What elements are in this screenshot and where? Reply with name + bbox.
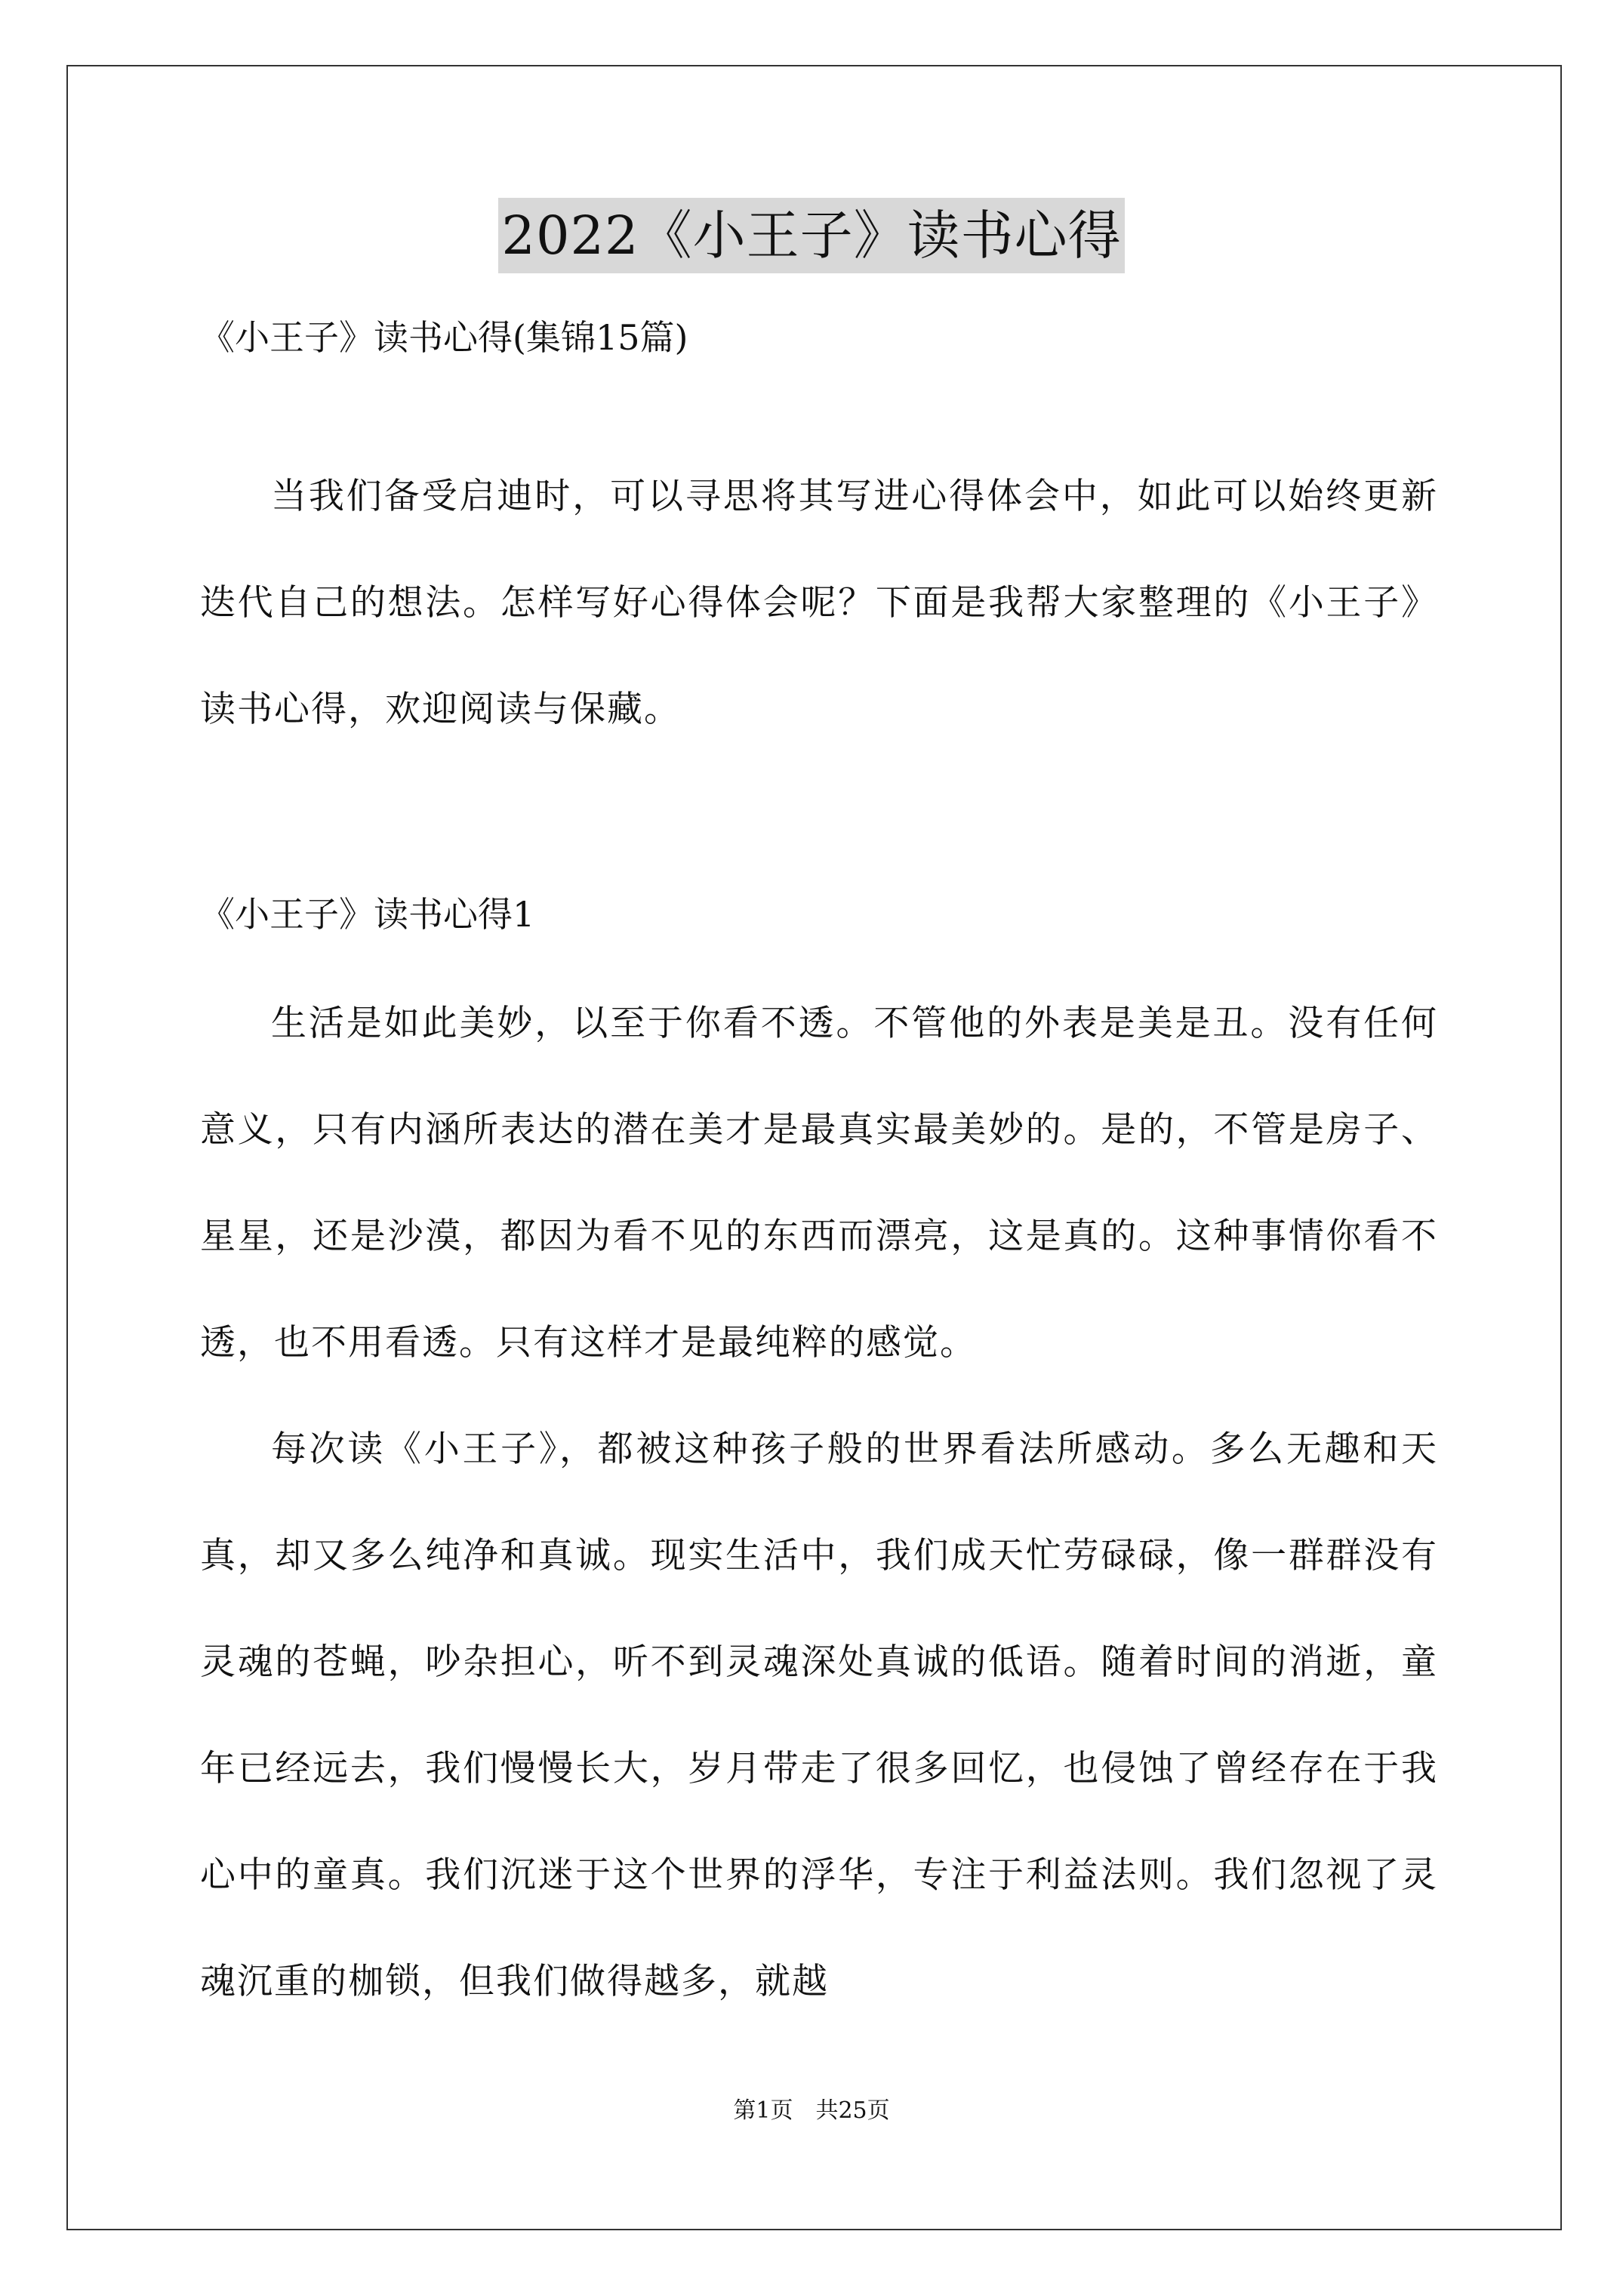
section-heading: 《小王子》读书心得1 xyxy=(200,894,535,935)
document-subtitle: 《小王子》读书心得(集锦15篇) xyxy=(200,317,688,358)
body-paragraph: 生活是如此美妙，以至于你看不透。不管他的外表是美是丑。没有任何意义，只有内涵所表达的潜在美才是最真实最美妙的。是的，不管是房子、星星，还是沙漠，都因为看不见的东西而漂亮，这是真的。这种事情你看不透，也不用看透。只有这样才是最纯粹的感觉。 xyxy=(200,1003,1438,1364)
document-title: 2022《小王子》读书心得 xyxy=(498,198,1124,273)
page-footer: 第1页 共25页 xyxy=(733,2097,890,2124)
body-paragraph: 每次读《小王子》，都被这种孩子般的世界看法所感动。多么无趣和天真，却又多么纯净和真诚。现实生活中，我们成天忙劳碌碌，像一群群没有灵魂的苍蝇，吵杂担心，听不到灵魂深处真诚的低语。随着时间的消逝，童年已经远去，我们慢慢长大，岁月带走了很多回忆，也侵蚀了曾经存在于我心中的童真。我们沉迷于这个世界的浮华，专注于利益法则。我们忽视了灵魂沉重的枷锁，但我们做得越多，就越 xyxy=(200,1428,1438,2002)
intro-paragraph: 当我们备受启迪时，可以寻思将其写进心得体会中，如此可以始终更新迭代自己的想法。怎样写好心得体会呢？下面是我帮大家整理的《小王子》读书心得，欢迎阅读与保藏。 xyxy=(200,476,1438,730)
title-container xyxy=(0,198,1623,273)
